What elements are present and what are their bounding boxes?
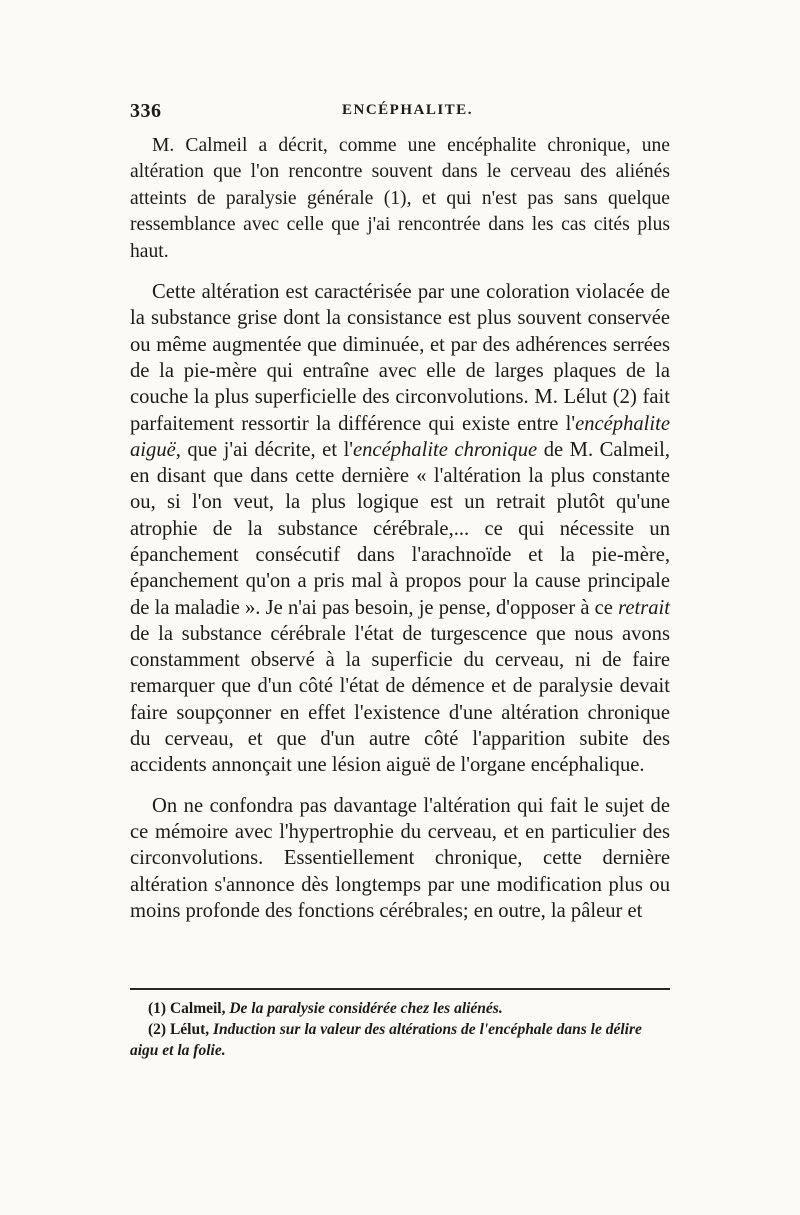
paragraph-2-text-e: de M. Calmeil, en disant que dans cette dernière « l'altération la plus constante ou, si l'on veut, la plus logique est un retrait plutôt qu'une atrophie de la substance cérébrale,... ce qui nécessite un épanchement consécutif dans l'arachnoïde et la pie-mère, épanchement qu'on a pris mal à propos pour la cause principale de la maladie ». Je n'ai pas besoin, je pense, d'opposer à ce bbox=[130, 438, 670, 619]
term-encephalite-aigue: encéphalite aiguë bbox=[130, 412, 670, 461]
footnote-title: Induction sur la valeur des altérations de l'encéphale dans le délire aigu et la folie. bbox=[130, 1021, 642, 1059]
page-number: 336 bbox=[130, 100, 162, 122]
footnote-author: Calmeil, bbox=[169, 1000, 230, 1017]
page-header bbox=[130, 100, 670, 126]
body-text bbox=[130, 133, 670, 924]
term-encephalite-chronique: encéphalite chronique bbox=[353, 438, 538, 461]
footnote-2 bbox=[130, 1019, 670, 1061]
footnote-rule bbox=[130, 988, 670, 990]
footnote-author: Lélut, bbox=[169, 1021, 214, 1038]
paragraph-1: M. Calmeil a décrit, comme une encéphalite chronique, une altération que l'on rencontre souvent dans le cerveau des aliénés atteints de paralysie générale (1), et qui n'est pas sans quelque ressemblance avec celle que j'ai rencontrée dans les cas cités plus haut. bbox=[130, 135, 670, 262]
footnote-number: (1) bbox=[148, 1000, 167, 1017]
paragraph-2-text-g: de la substance cérébrale l'état de turgescence que nous avons constamment observé à la superficie du cerveau, ni de faire remarquer que d'un côté l'état de démence et de paralysie devait faire soupçonner en effet l'existence d'une altération chronique du cerveau, et que d'un autre côté l'apparition subite des accidents annonçait une lésion aiguë de l'organe encéphalique. bbox=[130, 622, 670, 777]
paragraph-2-text-a: Cette altération est caractérisée par une coloration violacée de la substance grise dont la consistance est plus souvent conservée ou même augmentée que diminuée, et par des adhérences serrées de la pie-mère qui entraîne avec elle de larges plaques de la couche la plus superficielle des circonvolutions. M. Lélut (2) fait parfaitement ressortir la différence qui existe entre l' bbox=[130, 281, 670, 435]
footnote-title: De la paralysie considérée chez les aliénés. bbox=[229, 1000, 503, 1017]
paragraph-2-text-c: , que j'ai décrite, et l' bbox=[175, 438, 353, 461]
footnotes bbox=[130, 998, 670, 1061]
footnote-1 bbox=[130, 998, 670, 1019]
paragraph-2 bbox=[130, 279, 670, 779]
running-head: ENCÉPHALITE. bbox=[342, 102, 473, 118]
footnote-number: (2) bbox=[148, 1021, 167, 1038]
term-retrait: retrait bbox=[618, 596, 670, 619]
paragraph-3: On ne confondra pas davantage l'altération qui fait le sujet de ce mémoire avec l'hypertrophie du cerveau, et en particulier des circonvolutions. Essentiellement chronique, cette dernière altération s'annonce dès longtemps par une modification plus ou moins profonde des fonctions cérébrales; en outre, la pâleur et bbox=[130, 794, 670, 922]
